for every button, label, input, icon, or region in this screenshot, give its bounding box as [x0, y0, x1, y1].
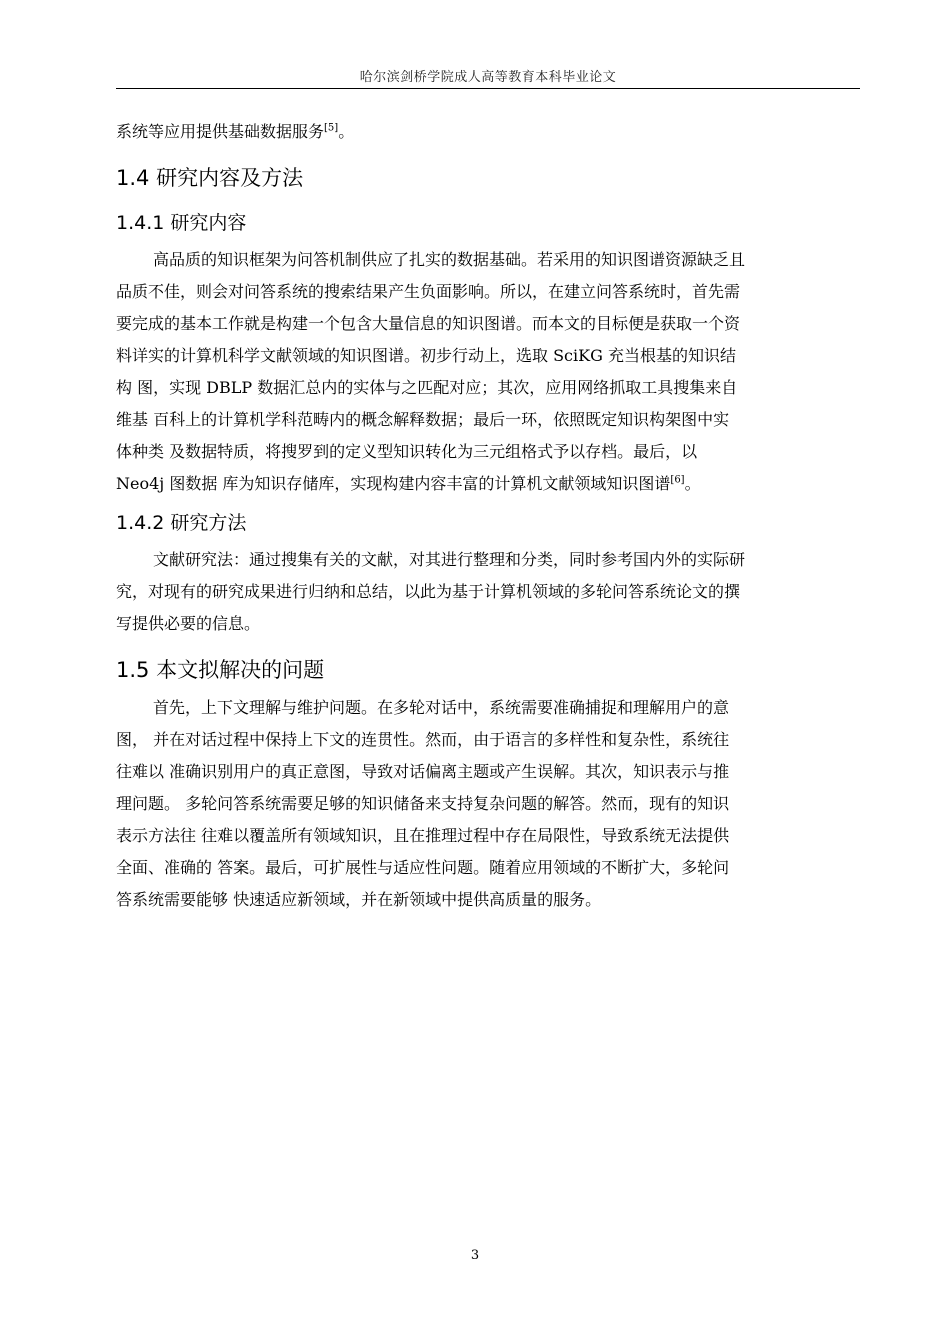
paragraph-line: 究，对现有的研究成果进行归纳和总结，以此为基于计算机领域的多轮问答系统论文的撰 [116, 582, 741, 601]
paragraph-line: 料详实的计算机科学文献领域的知识图谱。初步行动上，选取 SciKG 充当根基的知识结 [116, 346, 736, 365]
paragraph-line: 首先，上下文理解与维护问题。在多轮对话中，系统需要准确捕捉和理解用户的意 [153, 698, 730, 717]
paragraph-line: 体种类 及数据特质，将搜罗到的定义型知识转化为三元组格式予以存档。最后，以 [116, 442, 698, 461]
paragraph-line: 往难以 准确识别用户的真正意图，导致对话偏离主题或产生误解。其次，知识表示与推 [116, 762, 730, 781]
paragraph-line: 答系统需要能够 快速适应新领域，并在新领域中提供高质量的服务。 [116, 890, 602, 909]
paragraph-line: 品质不佳，则会对问答系统的搜索结果产生负面影响。所以，在建立问答系统时，首先需 [116, 282, 741, 301]
citation-5: [5] [324, 122, 339, 134]
running-header: 哈尔滨剑桥学院成人高等教育本科毕业论文 [359, 70, 617, 85]
paragraph-line: 理问题。 多轮问答系统需要足够的知识储备来支持复杂问题的解答。然而，现有的知识 [116, 794, 730, 813]
section-heading-1-5: 1.5 本文拟解决的问题 [116, 658, 325, 682]
paragraph-line: 全面、准确的 答案。最后，可扩展性与适应性问题。随着应用领域的不断扩大，多轮问 [116, 858, 730, 877]
paragraph-text: Neo4j 图数据 库为知识存储库，实现构建内容丰富的计算机文献领域知识图谱 [116, 474, 671, 493]
paragraph-line [116, 468, 860, 500]
section-heading-1-4: 1.4 研究内容及方法 [116, 166, 304, 190]
section-heading-1-4-2: 1.4.2 研究方法 [116, 512, 247, 534]
page-body [116, 112, 860, 916]
research-method-paragraph [116, 544, 860, 640]
paragraph-line: 表示方法往 往难以覆盖所有领域知识，且在推理过程中存在局限性，导致系统无法提供 [116, 826, 730, 845]
intro-paragraph [116, 116, 860, 148]
paragraph-line: 要完成的基本工作就是构建一个包含大量信息的知识图谱。而本文的目标便是获取一个资 [116, 314, 741, 333]
paragraph-end: 。 [684, 474, 701, 493]
paragraph-line: 构 图，实现 DBLP 数据汇总内的实体与之匹配对应；其次，应用网络抓取工具搜集来自 [116, 378, 738, 397]
section-heading-1-4-1: 1.4.1 研究内容 [116, 212, 247, 234]
intro-text: 系统等应用提供基础数据服务 [116, 122, 325, 141]
intro-end: 。 [338, 122, 355, 141]
paragraph-line: 图， 并在对话过程中保持上下文的连贯性。然而，由于语言的多样性和复杂性，系统往 [116, 730, 730, 749]
citation-6: [6] [670, 474, 685, 486]
paragraph-line: 文献研究法：通过搜集有关的文献，对其进行整理和分类，同时参考国内外的实际研 [153, 550, 746, 569]
header-rule [116, 88, 860, 89]
paragraph-line: 写提供必要的信息。 [116, 614, 261, 633]
research-content-paragraph [116, 244, 860, 500]
problems-paragraph [116, 692, 860, 916]
page-number: 3 [470, 1248, 480, 1263]
paragraph-line: 高品质的知识框架为问答机制供应了扎实的数据基础。若采用的知识图谱资源缺乏且 [153, 250, 746, 269]
paragraph-line: 维基 百科上的计算机学科范畴内的概念解释数据；最后一环，依照既定知识构架图中实 [116, 410, 730, 429]
